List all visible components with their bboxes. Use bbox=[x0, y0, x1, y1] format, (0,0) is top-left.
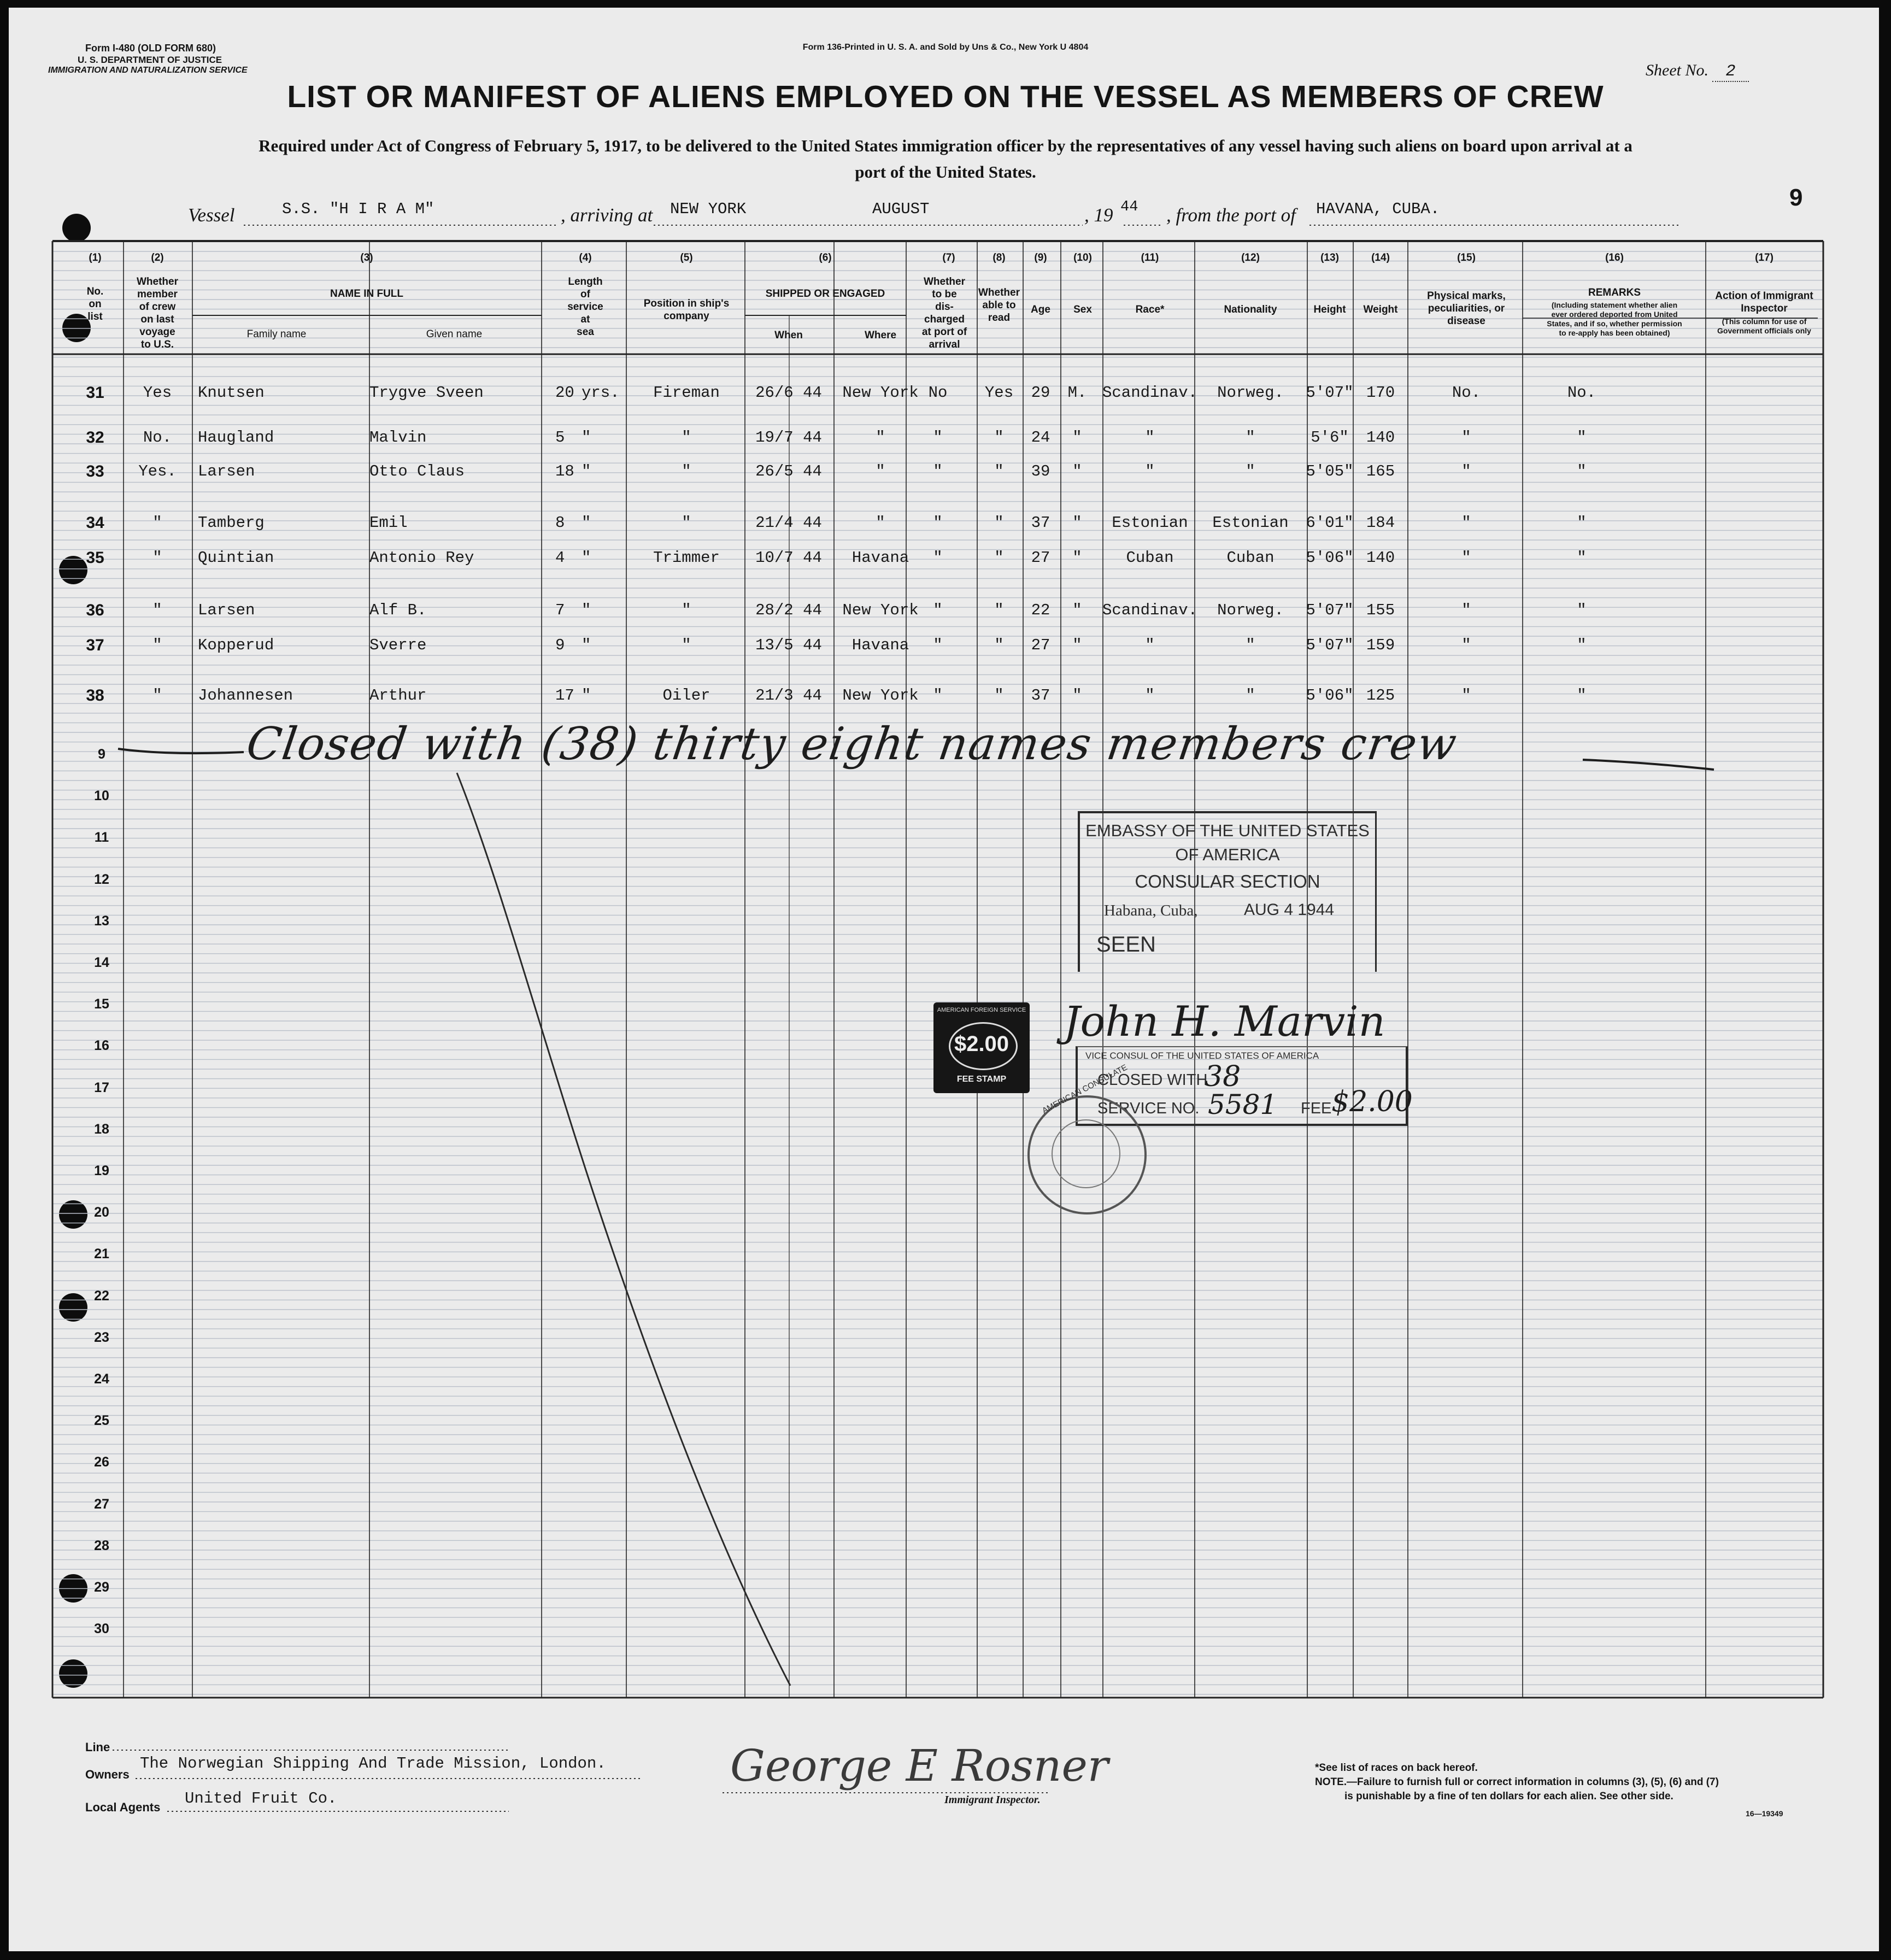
cell-sex: " bbox=[1072, 601, 1082, 619]
row-number: 30 bbox=[94, 1621, 109, 1637]
fee-stamp-value: $2.00 bbox=[954, 1032, 1009, 1056]
vice-consul: VICE CONSUL OF THE UNITED STATES OF AMERICA bbox=[1085, 1051, 1319, 1061]
vessel-value: S.S. "H I R A M" bbox=[282, 200, 434, 218]
cell-remarks: " bbox=[1577, 514, 1587, 532]
col4-label: Length of service at sea bbox=[567, 276, 603, 338]
row-number: 15 bbox=[94, 996, 109, 1012]
cell-given: Alf B. bbox=[369, 601, 427, 619]
row-number: 28 bbox=[94, 1538, 109, 1553]
col14-label: Weight bbox=[1363, 304, 1398, 315]
cell-where: " bbox=[876, 514, 885, 532]
stamp-line2: OF AMERICA bbox=[1175, 845, 1280, 864]
col9-num: (9) bbox=[1034, 252, 1047, 263]
row-number: 11 bbox=[94, 830, 109, 846]
cell-where: New York bbox=[842, 384, 919, 402]
cell-service-unit: " bbox=[582, 549, 591, 567]
subtitle-line2: port of the United States. bbox=[855, 162, 1036, 181]
cell-prev: " bbox=[152, 601, 162, 619]
cell-height: 5'06" bbox=[1306, 686, 1354, 705]
cell-nationality: " bbox=[1246, 429, 1255, 447]
from-value: HAVANA, CUBA. bbox=[1316, 200, 1440, 218]
col7-num: (7) bbox=[942, 252, 955, 263]
cell-race: Estonian bbox=[1112, 514, 1188, 532]
cell-no: 31 bbox=[86, 384, 104, 402]
cell-when: 19/7 44 bbox=[755, 429, 822, 447]
cell-service: 4 bbox=[555, 549, 565, 567]
cell-given: Sverre bbox=[369, 636, 427, 654]
cell-race: " bbox=[1145, 462, 1155, 480]
cell-race: " bbox=[1145, 636, 1155, 654]
footer-lines bbox=[9, 8, 1879, 1951]
seal-text: AMERICAN CONSULATE bbox=[1041, 1063, 1129, 1116]
cell-race: " bbox=[1145, 429, 1155, 447]
col12-num: (12) bbox=[1241, 252, 1260, 263]
cell-age: 27 bbox=[1031, 549, 1050, 567]
note-main: NOTE.—Failure to furnish full or correct information in columns (3), (5), (6) and (7) bbox=[1315, 1776, 1719, 1788]
row-number: 24 bbox=[94, 1371, 109, 1387]
cell-family: Tamberg bbox=[198, 514, 265, 532]
cell-when: 13/5 44 bbox=[755, 636, 822, 654]
cell-nationality: Cuban bbox=[1226, 549, 1275, 567]
cell-where: New York bbox=[842, 601, 919, 619]
cell-prev: No. bbox=[143, 429, 172, 447]
cell-family: Johannesen bbox=[198, 686, 293, 705]
cell-service: 17 bbox=[555, 686, 574, 705]
cell-marks: " bbox=[1461, 636, 1471, 654]
inspector-signature: George E Rosner bbox=[730, 1740, 1109, 1791]
cell-remarks: " bbox=[1577, 601, 1587, 619]
cell-position: " bbox=[682, 601, 691, 619]
cell-no: 37 bbox=[86, 636, 104, 654]
cell-height: 6'01" bbox=[1306, 514, 1354, 532]
cell-service-unit: " bbox=[582, 429, 591, 447]
cell-discharged: No bbox=[928, 384, 948, 402]
cell-marks: " bbox=[1461, 549, 1471, 567]
col7-label: Whether to be dis- charged at port of arrival bbox=[921, 276, 967, 350]
closing-note: Closed with (38) thirty eight names members crew bbox=[243, 718, 1461, 770]
consul-signature: John H. Marvin bbox=[1064, 997, 1385, 1046]
cell-weight: 140 bbox=[1366, 549, 1395, 567]
cell-weight: 155 bbox=[1366, 601, 1395, 619]
cell-age: 37 bbox=[1031, 686, 1050, 705]
cell-nationality: " bbox=[1246, 462, 1255, 480]
cell-read: " bbox=[994, 686, 1004, 705]
closed-label: CLOSED WITH bbox=[1097, 1071, 1208, 1089]
page-number: 9 bbox=[1789, 184, 1803, 211]
col10-label: Sex bbox=[1073, 304, 1092, 315]
cell-sex: " bbox=[1072, 462, 1082, 480]
cell-read: " bbox=[994, 514, 1004, 532]
cell-marks: " bbox=[1461, 601, 1471, 619]
cell-age: 39 bbox=[1031, 462, 1050, 480]
sheet-number: 2 bbox=[1712, 62, 1748, 82]
cell-service: 18 bbox=[555, 462, 574, 480]
col3-label: NAME IN FULL bbox=[330, 288, 404, 300]
from-label: , from the port of bbox=[1166, 204, 1296, 226]
cell-position: " bbox=[682, 514, 691, 532]
owners-value: The Norwegian Shipping And Trade Mission, London. bbox=[140, 1754, 606, 1773]
cell-no: 32 bbox=[86, 429, 104, 447]
cell-remarks: " bbox=[1577, 636, 1587, 654]
cell-service-unit: yrs. bbox=[582, 384, 620, 402]
cell-weight: 165 bbox=[1366, 462, 1395, 480]
cell-where: Havana bbox=[851, 636, 909, 654]
cell-service-unit: " bbox=[582, 514, 591, 532]
year-prefix: , 19 bbox=[1084, 204, 1113, 226]
row-number: 26 bbox=[94, 1454, 109, 1470]
cell-remarks: " bbox=[1577, 462, 1587, 480]
row-number: 13 bbox=[94, 913, 109, 929]
cell-given: Emil bbox=[369, 514, 408, 532]
vessel-label: Vessel bbox=[188, 204, 235, 226]
line-label: Line bbox=[85, 1740, 110, 1754]
cell-family: Haugland bbox=[198, 429, 274, 447]
cell-height: 5'06" bbox=[1306, 549, 1354, 567]
cell-discharged: " bbox=[933, 462, 943, 480]
arriving-label: , arriving at bbox=[561, 204, 653, 226]
cell-read: " bbox=[994, 636, 1004, 654]
service: IMMIGRATION AND NATURALIZATION SERVICE bbox=[48, 66, 248, 75]
cell-race: " bbox=[1145, 686, 1155, 705]
cell-service: 5 bbox=[555, 429, 565, 447]
cell-discharged: " bbox=[933, 549, 943, 567]
owners-label: Owners bbox=[85, 1768, 130, 1781]
cell-family: Larsen bbox=[198, 601, 255, 619]
row-number: 22 bbox=[94, 1288, 109, 1304]
cell-marks: No. bbox=[1452, 384, 1481, 402]
cell-sex: " bbox=[1072, 514, 1082, 532]
subtitle-line1: Required under Act of Congress of February 5, 1917, to be delivered to the United States immigration officer by the representatives of any vessel having such aliens on board upon arrival at a bbox=[259, 136, 1632, 155]
cell-remarks: " bbox=[1577, 429, 1587, 447]
cell-prev: " bbox=[152, 549, 162, 567]
col15-label: Physical marks, peculiarities, or disease bbox=[1427, 290, 1506, 327]
inspector-label: Immigrant Inspector. bbox=[944, 1794, 1041, 1806]
row-number: 19 bbox=[94, 1163, 109, 1178]
col5-num: (5) bbox=[680, 252, 693, 263]
row-number: 14 bbox=[94, 955, 109, 970]
col13-num: (13) bbox=[1320, 252, 1339, 263]
cell-nationality: " bbox=[1246, 686, 1255, 705]
col14-num: (14) bbox=[1371, 252, 1390, 263]
cell-service: 8 bbox=[555, 514, 565, 532]
cell-when: 10/7 44 bbox=[755, 549, 822, 567]
cell-position: Trimmer bbox=[653, 549, 720, 567]
cell-family: Larsen bbox=[198, 462, 255, 480]
cell-when: 21/3 44 bbox=[755, 686, 822, 705]
col1-num: (1) bbox=[89, 252, 102, 263]
col6-where: Where bbox=[864, 330, 897, 341]
cell-where: " bbox=[876, 462, 885, 480]
col16-note: (Including statement whether alien ever ordered deported from United States, and if so, whether permission to re-apply has been obtained) bbox=[1547, 301, 1682, 337]
row-number: 16 bbox=[94, 1038, 109, 1054]
cell-read: " bbox=[994, 549, 1004, 567]
cell-service-unit: " bbox=[582, 636, 591, 654]
row-number: 29 bbox=[94, 1580, 109, 1595]
cell-read: " bbox=[994, 601, 1004, 619]
cell-nationality: Norweg. bbox=[1217, 384, 1284, 402]
cell-sex: " bbox=[1072, 636, 1082, 654]
cell-sex: M. bbox=[1067, 384, 1087, 402]
stamp-place: Habana, Cuba, bbox=[1104, 902, 1198, 919]
page-title: LIST OR MANIFEST OF ALIENS EMPLOYED ON THE VESSEL AS MEMBERS OF CREW bbox=[287, 79, 1604, 114]
stamp-seen: SEEN bbox=[1096, 932, 1156, 956]
cell-service-unit: " bbox=[582, 686, 591, 705]
cell-marks: " bbox=[1461, 462, 1471, 480]
cell-family: Kopperud bbox=[198, 636, 274, 654]
col2-label: Whether member of crew on last voyage to U.S. bbox=[137, 276, 178, 350]
cell-nationality: " bbox=[1246, 636, 1255, 654]
closed-value: 38 bbox=[1205, 1060, 1241, 1093]
cell-sex: " bbox=[1072, 686, 1082, 705]
month-value: AUGUST bbox=[872, 200, 930, 218]
col10-num: (10) bbox=[1073, 252, 1092, 263]
cell-no: 34 bbox=[86, 514, 104, 532]
cell-sex: " bbox=[1072, 429, 1082, 447]
cell-given: Otto Claus bbox=[369, 462, 465, 480]
cell-given: Antonio Rey bbox=[369, 549, 474, 567]
cell-nationality: Estonian bbox=[1212, 514, 1289, 532]
col9-label: Age bbox=[1031, 304, 1050, 315]
cell-no: 35 bbox=[86, 549, 104, 567]
row-number: 17 bbox=[94, 1079, 109, 1095]
form-number: Form I-480 (OLD FORM 680) bbox=[85, 43, 216, 54]
col3-given: Given name bbox=[426, 328, 483, 340]
cell-where: " bbox=[876, 429, 885, 447]
department: U. S. DEPARTMENT OF JUSTICE bbox=[78, 55, 222, 65]
cell-where: Havana bbox=[851, 549, 909, 567]
cell-race: Scandinav. bbox=[1102, 601, 1198, 619]
cell-nationality: Norweg. bbox=[1217, 601, 1284, 619]
cell-weight: 159 bbox=[1366, 636, 1395, 654]
row-number: 9 bbox=[98, 747, 105, 762]
cell-prev: " bbox=[152, 686, 162, 705]
cell-position: " bbox=[682, 462, 691, 480]
agents-label: Local Agents bbox=[85, 1800, 161, 1814]
col5-label: Position in ship's company bbox=[643, 298, 730, 322]
row-number: 21 bbox=[94, 1246, 109, 1262]
col17-label: Action of Immigrant Inspector bbox=[1715, 290, 1813, 314]
manifest-sheet bbox=[9, 8, 1879, 1951]
cell-height: 5'07" bbox=[1306, 384, 1354, 402]
cell-sex: " bbox=[1072, 549, 1082, 567]
cell-marks: " bbox=[1461, 514, 1471, 532]
row-number: 12 bbox=[94, 871, 109, 887]
col11-label: Race* bbox=[1135, 304, 1165, 315]
cell-read: " bbox=[994, 429, 1004, 447]
cell-height: 5'07" bbox=[1306, 601, 1354, 619]
cell-race: Cuban bbox=[1126, 549, 1174, 567]
cell-no: 36 bbox=[86, 601, 104, 619]
service-label: SERVICE NO. bbox=[1097, 1100, 1200, 1117]
printer-note: Form 136-Printed in U. S. A. and Sold by Uns & Co., New York U 4804 bbox=[802, 43, 1089, 52]
note-races: *See list of races on back hereof. bbox=[1315, 1762, 1478, 1774]
cell-height: 5'6" bbox=[1311, 429, 1349, 447]
agents-value: United Fruit Co. bbox=[185, 1789, 337, 1808]
arriving-value: NEW YORK bbox=[670, 200, 747, 218]
cell-service: 9 bbox=[555, 636, 565, 654]
fee-label: FEE bbox=[1301, 1100, 1332, 1117]
row-number: 25 bbox=[94, 1413, 109, 1429]
cell-weight: 170 bbox=[1366, 384, 1395, 402]
cell-service: 7 bbox=[555, 601, 565, 619]
col16-label: REMARKS bbox=[1588, 287, 1641, 298]
col16-num: (16) bbox=[1605, 252, 1624, 263]
cell-when: 26/5 44 bbox=[755, 462, 822, 480]
cell-service: 20 bbox=[555, 384, 574, 402]
cell-remarks: " bbox=[1577, 686, 1587, 705]
cell-service-unit: " bbox=[582, 601, 591, 619]
col8-label: Whether able to read bbox=[978, 287, 1020, 324]
cell-family: Quintian bbox=[198, 549, 274, 567]
row-number: 18 bbox=[94, 1121, 109, 1137]
cell-discharged: " bbox=[933, 601, 943, 619]
cell-discharged: " bbox=[933, 514, 943, 532]
cell-age: 22 bbox=[1031, 601, 1050, 619]
fee-stamp-bottom: FEE STAMP bbox=[956, 1075, 1007, 1084]
cell-given: Arthur bbox=[369, 686, 427, 705]
col12-label: Nationality bbox=[1224, 304, 1277, 315]
stamp-line3: CONSULAR SECTION bbox=[1135, 871, 1320, 891]
stamp-line1: EMBASSY OF THE UNITED STATES bbox=[1085, 821, 1370, 840]
cell-marks: " bbox=[1461, 429, 1471, 447]
cell-read: Yes bbox=[984, 384, 1014, 402]
cell-discharged: " bbox=[933, 686, 943, 705]
cell-race: Scandinav. bbox=[1102, 384, 1198, 402]
cell-age: 37 bbox=[1031, 514, 1050, 532]
cell-position: Fireman bbox=[653, 384, 720, 402]
col6-num: (6) bbox=[819, 252, 832, 263]
cell-prev: Yes bbox=[143, 384, 172, 402]
cell-no: 38 bbox=[86, 686, 104, 705]
form-code: 16—19349 bbox=[1746, 1809, 1783, 1818]
cell-prev: " bbox=[152, 514, 162, 532]
cell-position: " bbox=[682, 429, 691, 447]
cell-age: 29 bbox=[1031, 384, 1050, 402]
col8-num: (8) bbox=[993, 252, 1006, 263]
cell-height: 5'05" bbox=[1306, 462, 1354, 480]
col17-note: (This column for use of Government officials only bbox=[1717, 317, 1811, 335]
cell-weight: 184 bbox=[1366, 514, 1395, 532]
cell-discharged: " bbox=[933, 429, 943, 447]
fee-stamp-top: AMERICAN FOREIGN SERVICE bbox=[937, 1007, 1026, 1013]
cell-family: Knutsen bbox=[198, 384, 265, 402]
cell-remarks: No. bbox=[1567, 384, 1596, 402]
col6-label: SHIPPED OR ENGAGED bbox=[765, 288, 885, 300]
cell-prev: " bbox=[152, 636, 162, 654]
sheet-label-text: Sheet No. bbox=[1646, 61, 1708, 79]
col2-num: (2) bbox=[151, 252, 164, 263]
cell-marks: " bbox=[1461, 686, 1471, 705]
col13-label: Height bbox=[1313, 304, 1346, 315]
col3-family: Family name bbox=[246, 328, 307, 340]
row-number: 27 bbox=[94, 1496, 109, 1512]
cell-height: 5'07" bbox=[1306, 636, 1354, 654]
fee-value: $2.00 bbox=[1331, 1085, 1413, 1118]
cell-when: 28/2 44 bbox=[755, 601, 822, 619]
cell-discharged: " bbox=[933, 636, 943, 654]
service-value: 5581 bbox=[1208, 1089, 1278, 1120]
cell-given: Trygve Sveen bbox=[369, 384, 484, 402]
col17-num: (17) bbox=[1755, 252, 1773, 263]
row-number: 10 bbox=[94, 788, 109, 804]
col4-num: (4) bbox=[579, 252, 592, 263]
stamp-date: AUG 4 1944 bbox=[1244, 901, 1335, 919]
year-value: 44 bbox=[1120, 199, 1138, 215]
cell-age: 24 bbox=[1031, 429, 1050, 447]
cell-no: 33 bbox=[86, 462, 104, 480]
cell-read: " bbox=[994, 462, 1004, 480]
col11-num: (11) bbox=[1141, 252, 1159, 263]
col3-num: (3) bbox=[360, 252, 373, 263]
cell-prev: Yes. bbox=[138, 462, 177, 480]
cell-where: New York bbox=[842, 686, 919, 705]
cell-remarks: " bbox=[1577, 549, 1587, 567]
cell-given: Malvin bbox=[369, 429, 427, 447]
col6-when: When bbox=[774, 330, 803, 341]
row-number: 20 bbox=[94, 1205, 109, 1220]
cell-service-unit: " bbox=[582, 462, 591, 480]
note-main2: is punishable by a fine of ten dollars for each alien. See other side. bbox=[1344, 1791, 1673, 1802]
cell-when: 26/6 44 bbox=[755, 384, 822, 402]
cell-age: 27 bbox=[1031, 636, 1050, 654]
cell-when: 21/4 44 bbox=[755, 514, 822, 532]
cell-weight: 140 bbox=[1366, 429, 1395, 447]
cell-position: " bbox=[682, 636, 691, 654]
col15-num: (15) bbox=[1457, 252, 1476, 263]
cell-weight: 125 bbox=[1366, 686, 1395, 705]
cell-position: Oiler bbox=[662, 686, 710, 705]
row-number: 23 bbox=[94, 1329, 109, 1345]
col1-label: No. on list bbox=[86, 286, 104, 322]
